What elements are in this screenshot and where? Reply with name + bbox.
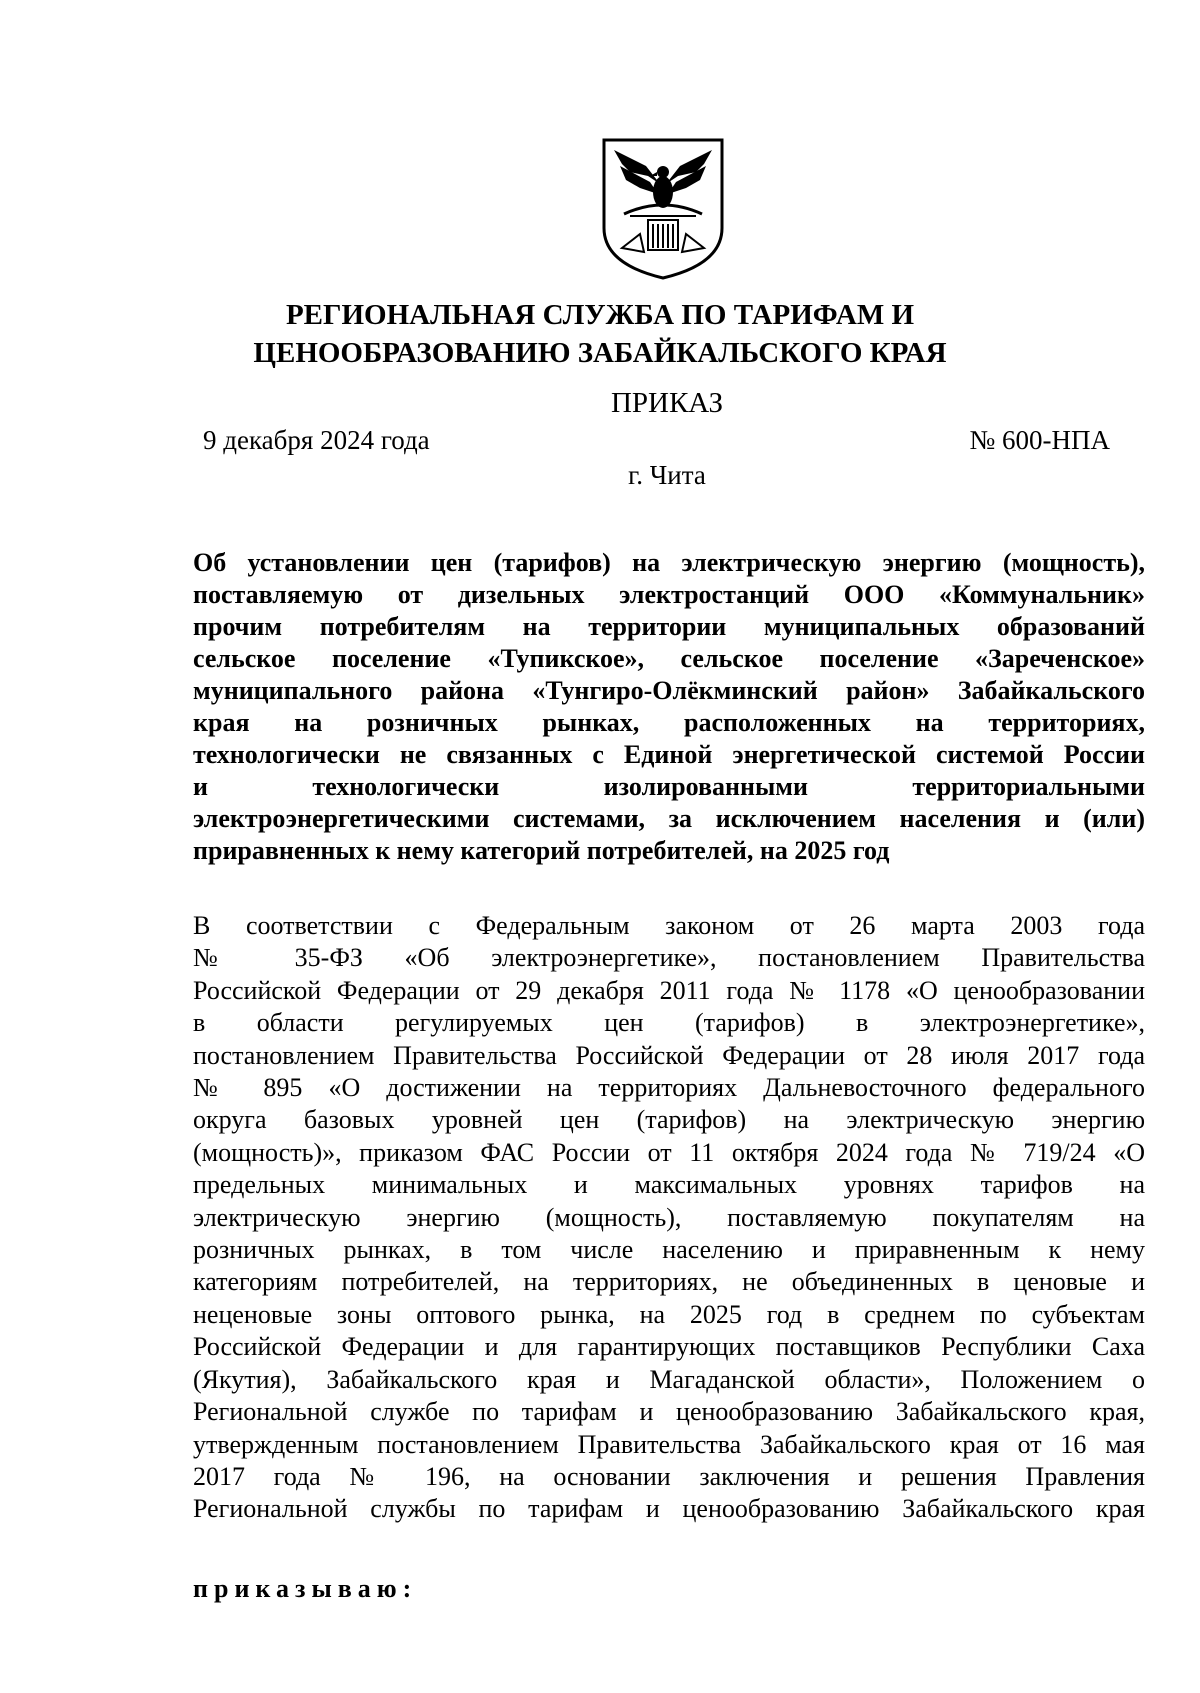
- body-line: постановлением Правительства Российской Федерации от 28 июля 2017 года: [193, 1040, 1145, 1070]
- document-date: 9 декабря 2024 года: [203, 425, 430, 455]
- document-city: г. Чита: [628, 460, 706, 490]
- document-number: № 600-НПА: [969, 425, 1110, 455]
- body-line: В соответствии с Федеральным законом от 26 марта 2003 года: [193, 911, 1145, 940]
- body-line: категориям потребителей, на территориях, не объединенных в ценовые и: [193, 1267, 1145, 1297]
- document-type: ПРИКАЗ: [610, 387, 724, 419]
- body-line: № 35-ФЗ «Об электроэнергетике», постановлением Правительства: [193, 943, 1145, 973]
- title-line: муниципального района «Тунгиро-Олёкминский район» Забайкальского: [193, 676, 1145, 705]
- title-line: края на розничных рынках, расположенных на территориях,: [193, 708, 1145, 737]
- coat-of-arms-icon: [600, 136, 726, 282]
- title-line: технологически не связанных с Единой энергетической системой России: [193, 740, 1145, 769]
- title-line: поставляемую от дизельных электростанций ООО «Коммунальник»: [193, 580, 1145, 609]
- title-line: Об установлении цен (тарифов) на электрическую энергию (мощность),: [193, 548, 1145, 577]
- title-line: электроэнергетическими системами, за исключением населения и (или): [193, 804, 1145, 833]
- body-line: Российской Федерации от 29 декабря 2011 года № 1178 «О ценообразовании: [193, 975, 1145, 1005]
- body-line: неценовые зоны оптового рынка, на 2025 год в среднем по субъектам: [193, 1299, 1145, 1329]
- body-line: (мощность)», приказом ФАС России от 11 октября 2024 года № 719/24 «О: [193, 1137, 1145, 1167]
- order-directive: приказываю:: [193, 1574, 418, 1603]
- body-line: (Якутия), Забайкальского края и Магаданской области», Положением о: [193, 1364, 1145, 1394]
- title-line: и технологически изолированными территориальными: [193, 772, 1145, 801]
- title-line: приравненных к нему категорий потребителей, на 2025 год: [193, 836, 890, 865]
- body-line: розничных рынках, в том числе населению и приравненным к нему: [193, 1235, 1145, 1265]
- document-title: [193, 547, 1145, 867]
- organization-name-line-1: РЕГИОНАЛЬНАЯ СЛУЖБА ПО ТАРИФАМ И: [285, 299, 915, 331]
- document-body: [193, 910, 1145, 1526]
- body-line: Российской Федерации и для гарантирующих поставщиков Республики Саха: [193, 1332, 1145, 1362]
- body-line: в области регулируемых цен (тарифов) в электроэнергетике»,: [193, 1008, 1145, 1038]
- organization-name-line-2: ЦЕНООБРАЗОВАНИЮ ЗАБАЙКАЛЬСКОГО КРАЯ: [253, 337, 947, 369]
- body-line: Региональной службе по тарифам и ценообразованию Забайкальского края,: [193, 1397, 1145, 1427]
- body-line: электрическую энергию (мощность), поставляемую покупателям на: [193, 1202, 1145, 1232]
- body-line: Региональной службы по тарифам и ценообразованию Забайкальского края: [193, 1494, 1145, 1524]
- title-line: прочим потребителям на территории муниципальных образований: [193, 612, 1145, 641]
- organization-name: [0, 296, 1200, 372]
- body-line: утвержденным постановлением Правительства Забайкальского края от 16 мая: [193, 1429, 1145, 1459]
- body-line: предельных минимальных и максимальных уровнях тарифов на: [193, 1170, 1145, 1200]
- body-line: 2017 года № 196, на основании заключения и решения Правления: [193, 1461, 1145, 1491]
- title-line: сельское поселение «Тупикское», сельское поселение «Зареченское»: [193, 644, 1145, 673]
- body-line: № 895 «О достижении на территориях Дальневосточного федерального: [193, 1073, 1145, 1103]
- body-line: округа базовых уровней цен (тарифов) на электрическую энергию: [193, 1105, 1145, 1135]
